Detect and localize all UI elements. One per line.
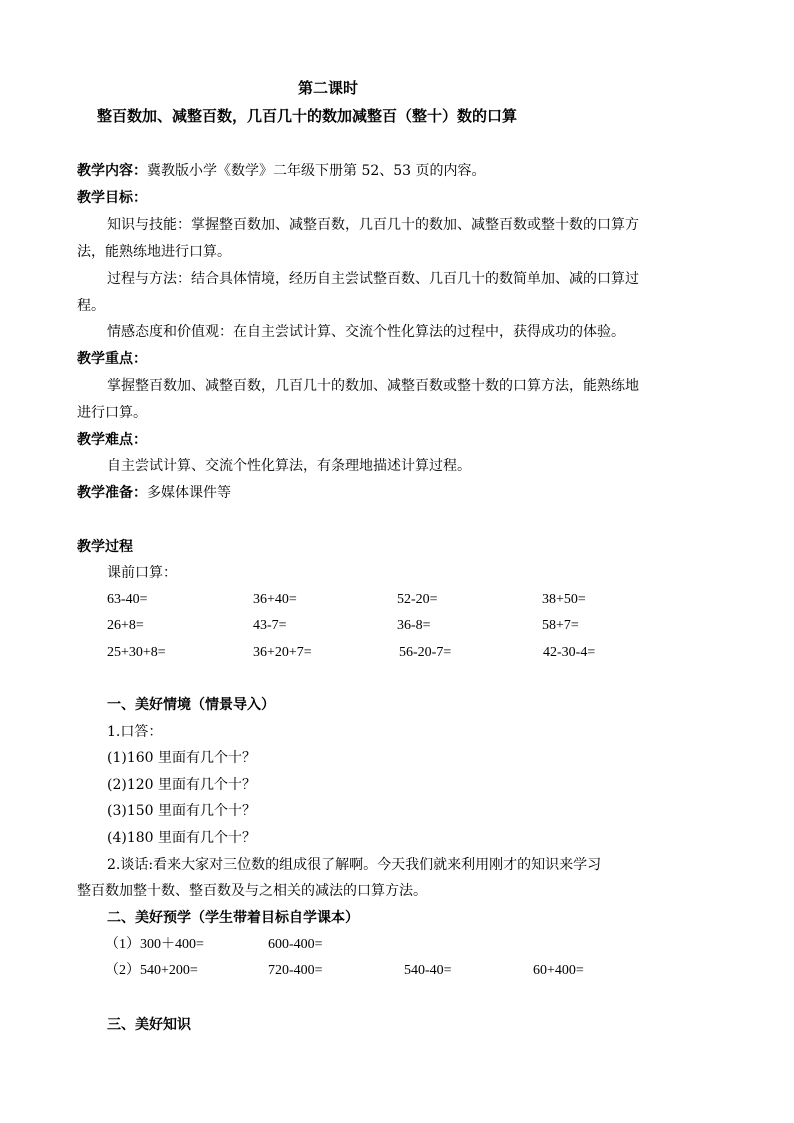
goals-heading: 教学目标： bbox=[77, 190, 147, 206]
warmup-problem: 63-40= bbox=[107, 592, 148, 607]
content-line bbox=[77, 161, 486, 181]
goals-text-line: 情感态度和价值观：在自主尝试计算、交流个性化算法的过程中，获得成功的体验。 bbox=[107, 324, 625, 340]
key-points-text-line: 进行口算。 bbox=[77, 405, 147, 421]
section1-heading: 一、美好情境（情景导入） bbox=[107, 697, 275, 713]
talk-text-line: 整百数加整十数、整百数及与之相关的减法的口算方法。 bbox=[77, 883, 427, 899]
goals-text-line: 知识与技能：掌握整百数加、减整百数，几百几十的数加、减整百数或整十数的口算方 bbox=[107, 217, 639, 233]
warmup-problem: 56-20-7= bbox=[399, 645, 452, 660]
warmup-problem: 26+8= bbox=[107, 618, 144, 633]
page-title: 整百数加、减整百数，几百几十的数加减整百（整十）数的口算 bbox=[97, 107, 518, 125]
warmup-problem: 58+7= bbox=[542, 618, 579, 633]
lesson-number: 第二课时 bbox=[298, 79, 359, 97]
process-heading: 教学过程 bbox=[77, 539, 133, 555]
difficulties-heading: 教学难点： bbox=[77, 432, 147, 448]
content-text: 冀教版小学《数学》二年级下册第 52、53 页的内容。 bbox=[147, 163, 486, 179]
warmup-problem: 42-30-4= bbox=[543, 645, 596, 660]
content-label: 教学内容： bbox=[77, 163, 147, 179]
warmup-problem: 36-8= bbox=[397, 618, 431, 633]
talk-text-line: 2.谈话:看来大家对三位数的组成很了解啊。今天我们就来利用刚才的知识来学习 bbox=[107, 857, 602, 873]
section3-heading: 三、美好知识 bbox=[107, 1017, 191, 1033]
goals-text-line: 法，能熟练地进行口算。 bbox=[77, 244, 231, 260]
warmup-problem: 38+50= bbox=[542, 592, 586, 607]
goals-text-line: 过程与方法：结合具体情境，经历自主尝试整百数、几百几十的数简单加、减的口算过 bbox=[107, 271, 639, 287]
key-points-heading: 教学重点： bbox=[77, 351, 147, 367]
goals-text-line: 程。 bbox=[77, 298, 105, 314]
warmup-problem: 36+20+7= bbox=[253, 645, 312, 660]
preparation-label: 教学准备： bbox=[77, 485, 147, 501]
preview-problem: （2）540+200= bbox=[105, 963, 198, 978]
key-points-text-line: 掌握整百数加、减整百数，几百几十的数加、减整百数或整十数的口算方法，能熟练地 bbox=[107, 378, 639, 394]
preview-problem: 720-400= bbox=[268, 963, 323, 978]
oral-question: (1)160 里面有几个十？ bbox=[107, 750, 257, 766]
oral-question: (2)120 里面有几个十？ bbox=[107, 777, 257, 793]
warmup-problem: 43-7= bbox=[253, 618, 287, 633]
section2-heading: 二、美好预学（学生带着目标自学课本） bbox=[107, 910, 359, 926]
preparation-text: 多媒体课件等 bbox=[147, 485, 231, 501]
preparation-line bbox=[77, 483, 231, 503]
warmup-problem: 25+30+8= bbox=[107, 645, 166, 660]
oral-question: (4)180 里面有几个十？ bbox=[107, 830, 257, 846]
difficulties-text-line: 自主尝试计算、交流个性化算法，有条理地描述计算过程。 bbox=[107, 458, 471, 474]
oral-question: (3)150 里面有几个十？ bbox=[107, 803, 257, 819]
preview-problem: 600-400= bbox=[268, 937, 323, 952]
warmup-problem: 36+40= bbox=[253, 592, 297, 607]
warmup-label: 课前口算： bbox=[107, 565, 177, 581]
preview-problem: （1）300＋400= bbox=[105, 937, 204, 952]
warmup-problem: 52-20= bbox=[397, 592, 438, 607]
preview-problem: 60+400= bbox=[533, 963, 584, 978]
oral-answer-label: 1.口答： bbox=[107, 724, 163, 740]
preview-problem: 540-40= bbox=[404, 963, 452, 978]
